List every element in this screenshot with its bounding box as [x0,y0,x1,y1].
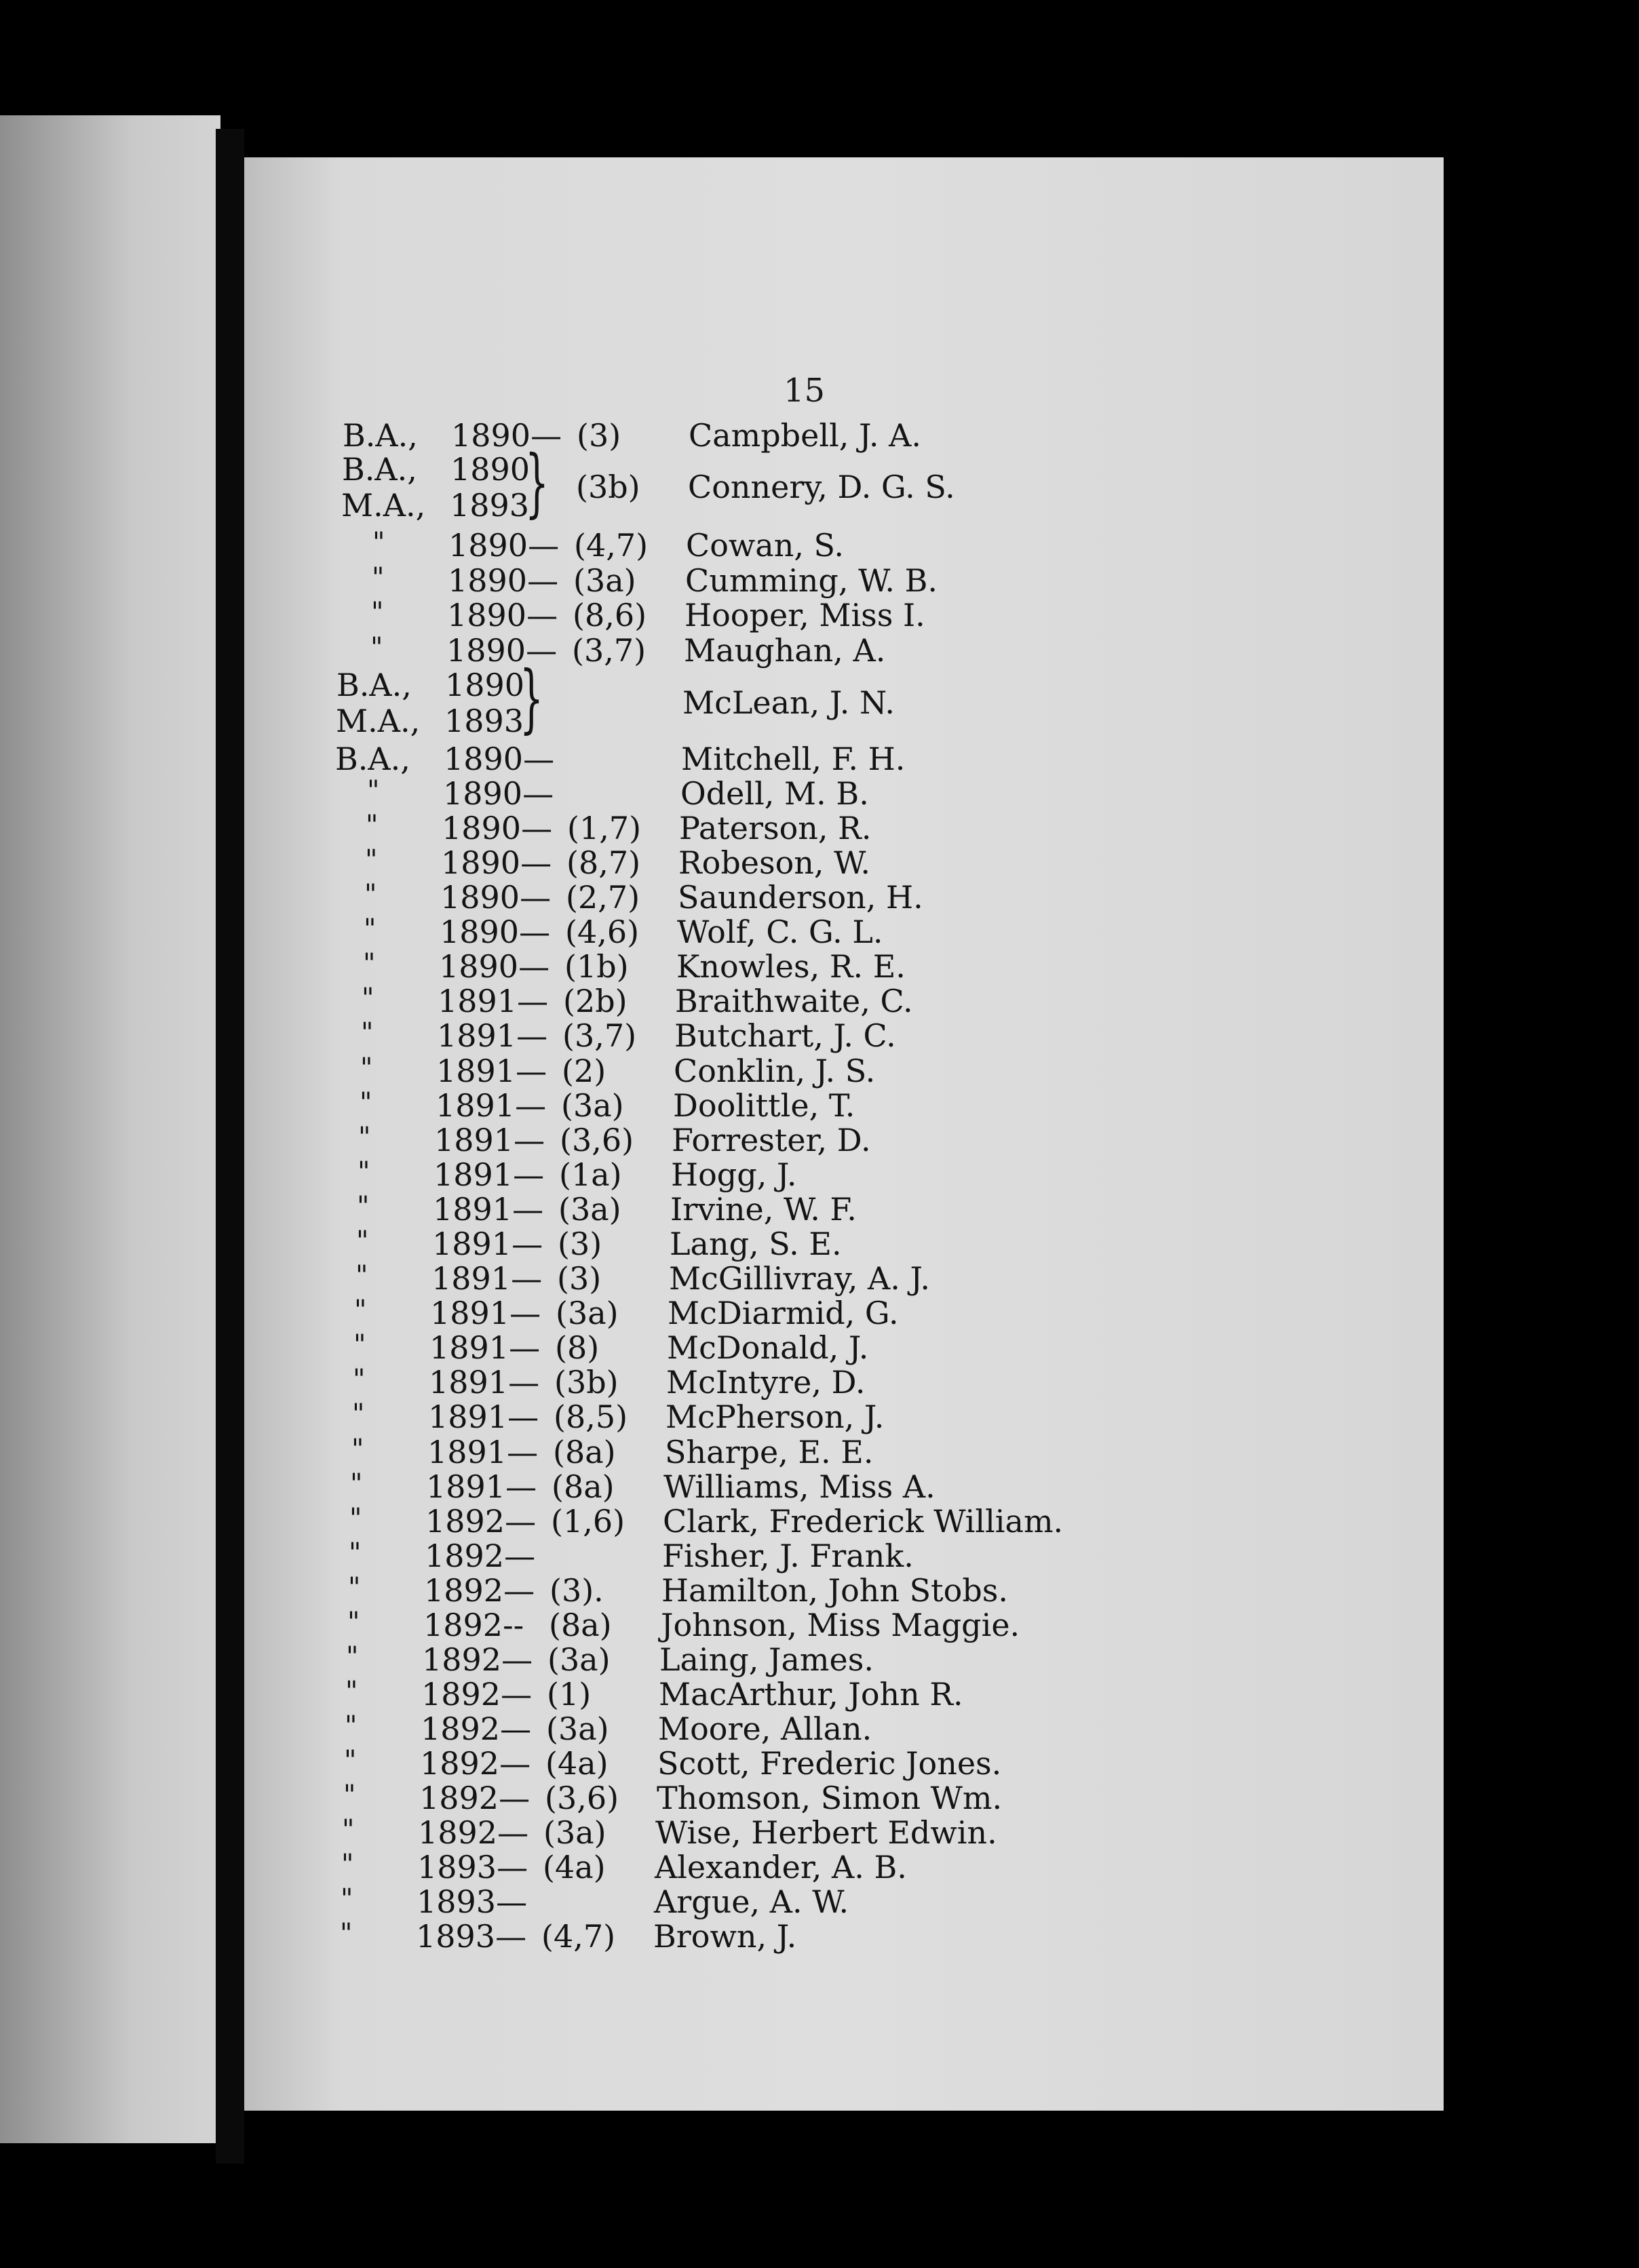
subject-code: (3a) [561,1087,624,1124]
ditto-mark: " [363,948,376,979]
subject-code: (3) [577,417,621,454]
degree-label: B.A., [342,451,417,488]
page-number: 15 [784,372,826,410]
graduate-name: McIntyre, D. [666,1364,866,1401]
graduation-year: 1893— [417,1849,528,1885]
subject-code: (8,7) [566,844,641,881]
graduate-name: Mitchell, F. H. [681,741,906,777]
graduation-year: 1891— [429,1364,540,1401]
subject-code: (1b) [564,948,629,985]
subject-code: (3a) [547,1641,611,1678]
ditto-mark: " [360,1053,373,1084]
graduation-year: 1893— [417,1883,528,1920]
graduate-name: Maughan, A. [684,632,886,669]
subject-code: (3,6) [545,1780,619,1816]
ditto-mark: " [354,1295,367,1326]
subject-code: (3a) [573,562,636,599]
ditto-mark: " [349,1503,362,1534]
ditto-mark: " [349,1538,362,1569]
ditto-mark: " [364,879,377,910]
subject-code: (3). [549,1572,604,1609]
subject-code: (8,5) [554,1399,628,1435]
graduation-year: 1892— [425,1503,537,1540]
graduation-year: 1892— [421,1710,532,1747]
graduate-name: McLean, J. N. [682,684,895,721]
ditto-mark: " [353,1364,366,1395]
ditto-mark: " [365,844,378,876]
ditto-mark: " [358,1122,371,1153]
ditto-mark: " [346,1641,359,1673]
subject-code: (8a) [552,1468,615,1505]
ditto-mark: " [366,810,379,841]
graduation-year: 1892— [420,1745,531,1782]
ditto-mark: " [370,632,383,663]
graduate-name: Laing, James. [659,1641,874,1678]
graduation-year: 1890— [441,844,552,881]
subject-code: (3) [557,1260,602,1297]
ditto-mark: " [340,1918,353,1949]
graduate-name: Clark, Frederick William. [663,1503,1064,1540]
ditto-mark: " [351,1434,364,1465]
graduation-year: 1893 [450,487,530,524]
graduate-name: MacArthur, John R. [659,1676,963,1713]
subject-code: (3b) [554,1364,619,1401]
graduation-year: 1890— [448,527,560,564]
graduation-year: 1892— [422,1641,533,1678]
subject-code: (4a) [543,1849,606,1885]
subject-code: (2,7) [566,879,640,916]
ditto-mark: " [353,1329,366,1361]
graduate-name: Robeson, W. [678,844,871,881]
graduation-year: 1891— [433,1191,544,1228]
subject-code: (1,6) [551,1503,625,1540]
graduation-year: 1891— [428,1399,539,1435]
graduate-name: Argue, A. W. [654,1883,849,1920]
graduation-year: 1893 [444,703,524,739]
ditto-mark: " [357,1191,370,1222]
graduation-year: 1890— [442,810,553,846]
ditto-mark: " [352,1399,365,1430]
graduation-year: 1890— [448,562,559,599]
graduation-year: 1891— [430,1295,541,1331]
graduate-name: McPherson, J. [666,1399,885,1435]
graduate-name: Scott, Frederic Jones. [657,1745,1002,1782]
graduate-name: Lang, S. E. [670,1226,842,1262]
graduate-name: Cowan, S. [686,527,845,564]
subject-code: (8,6) [573,597,647,633]
graduate-name: Forrester, D. [672,1122,871,1158]
graduation-year: 1890 [445,667,525,703]
graduate-name: Butchart, J. C. [674,1017,896,1054]
subject-code: (3a) [556,1295,619,1331]
ditto-mark: " [347,1607,360,1638]
graduation-year: 1892-- [423,1607,524,1643]
subject-code: (3a) [546,1710,609,1747]
graduation-year: 1890— [440,914,551,950]
graduate-name: Paterson, R. [679,810,872,846]
ditto-mark: " [372,562,385,593]
graduate-name: Odell, M. B. [680,775,869,812]
graduation-year: 1891— [433,1156,545,1193]
graduate-name: McGillivray, A. J. [669,1260,930,1297]
graduation-year: 1890— [446,632,558,669]
graduate-name: Sharpe, E. E. [665,1434,874,1470]
ditto-mark: " [350,1468,363,1500]
graduate-name: McDonald, J. [667,1329,869,1366]
graduation-year: 1890— [447,597,558,633]
graduation-year: 1892— [418,1814,529,1851]
degree-label: B.A., [336,667,412,703]
graduation-year: 1891— [431,1260,543,1297]
graduate-name: Knowles, R. E. [676,948,906,985]
graduate-name: Saunderson, H. [678,879,923,916]
graduate-name: Hogg, J. [671,1156,797,1193]
graduate-name: Williams, Miss A. [663,1468,936,1505]
ditto-mark: " [345,1676,358,1707]
subject-code: (1a) [559,1156,622,1193]
ditto-mark: " [341,1883,353,1915]
subject-code: (3,7) [572,632,647,669]
graduate-name: Wolf, C. G. L. [677,914,883,950]
graduation-year: 1892— [419,1780,531,1816]
subject-code: (8a) [553,1434,616,1470]
graduation-year: 1891— [436,1087,547,1124]
graduation-year: 1892— [421,1676,533,1713]
subject-code: (4,7) [574,527,649,564]
graduation-year: 1890 [450,451,531,488]
graduation-year: 1892— [424,1572,535,1609]
ditto-mark: " [360,1087,372,1118]
graduate-name: Hamilton, John Stobs. [661,1572,1009,1609]
ditto-mark: " [362,983,374,1014]
subject-code: (1,7) [567,810,642,846]
ditto-mark: " [344,1745,357,1776]
graduate-name: Wise, Herbert Edwin. [655,1814,997,1851]
subject-code: (3) [558,1226,602,1262]
ditto-mark: " [364,914,377,945]
subject-code: (2) [562,1053,606,1089]
degree-label: M.A., [336,703,421,739]
ditto-mark: " [348,1572,361,1603]
graduate-name: Hooper, Miss I. [684,597,925,633]
graduation-year: 1891— [427,1434,539,1470]
graduate-name: Brown, J. [653,1918,797,1955]
graduate-name: McDiarmid, G. [668,1295,899,1331]
subject-code: (3b) [576,469,640,505]
graduate-name: Thomson, Simon Wm. [657,1780,1003,1816]
graduate-name: Doolittle, T. [673,1087,855,1124]
graduation-year: 1891— [438,983,549,1019]
subject-code: (4,6) [565,914,640,950]
ditto-mark: " [372,527,385,558]
graduation-year: 1891— [436,1053,547,1089]
subject-code: (2b) [563,983,628,1019]
graduation-year: 1891— [426,1468,537,1505]
graduation-year: 1890— [451,417,562,454]
subject-code: (4,7) [541,1918,616,1955]
graduation-year: 1890— [444,741,555,777]
ditto-mark: " [355,1260,368,1291]
graduate-name: Conklin, J. S. [674,1053,876,1089]
graduation-year: 1890— [440,879,552,916]
ditto-mark: " [345,1710,358,1742]
graduation-year: 1891— [437,1017,548,1054]
subject-code: (3a) [558,1191,621,1228]
subject-code: (3a) [543,1814,606,1851]
ditto-mark: " [361,1017,374,1049]
graduate-name: Alexander, A. B. [655,1849,907,1885]
degree-label: B.A., [335,741,410,777]
subject-code: (1) [547,1676,592,1713]
graduation-year: 1891— [429,1329,541,1366]
ditto-mark: " [342,1814,355,1845]
subject-code: (3,6) [560,1122,634,1158]
ditto-mark: " [341,1849,354,1880]
graduation-year: 1890— [443,775,554,812]
graduation-year: 1890— [439,948,550,985]
graduation-year: 1892— [425,1538,536,1574]
ditto-mark: " [358,1156,370,1188]
degree-label: B.A., [343,417,418,454]
graduate-name: Connery, D. G. S. [688,469,955,505]
ditto-mark: " [343,1780,356,1811]
graduation-year: 1893— [416,1918,527,1955]
degree-label: M.A., [341,487,426,524]
graduate-name: Irvine, W. F. [670,1191,857,1228]
grouping-brace: } [520,654,543,741]
graduate-name: Braithwaite, C. [675,983,913,1019]
subject-code: (8) [555,1329,600,1366]
subject-code: (3,7) [562,1017,637,1054]
graduation-year: 1891— [434,1122,545,1158]
ditto-mark: " [356,1226,369,1257]
grouping-brace: } [525,439,549,526]
graduate-name: Campbell, J. A. [689,417,921,454]
graduation-year: 1891— [432,1226,543,1262]
subject-code: (8a) [549,1607,612,1643]
graduate-name: Johnson, Miss Maggie. [661,1607,1020,1643]
graduate-name: Fisher, J. Frank. [662,1538,914,1574]
ditto-mark: " [367,775,380,806]
graduate-name: Moore, Allan. [658,1710,872,1747]
ditto-mark: " [371,597,384,628]
subject-code: (4a) [545,1745,609,1782]
graduate-name: Cumming, W. B. [685,562,938,599]
